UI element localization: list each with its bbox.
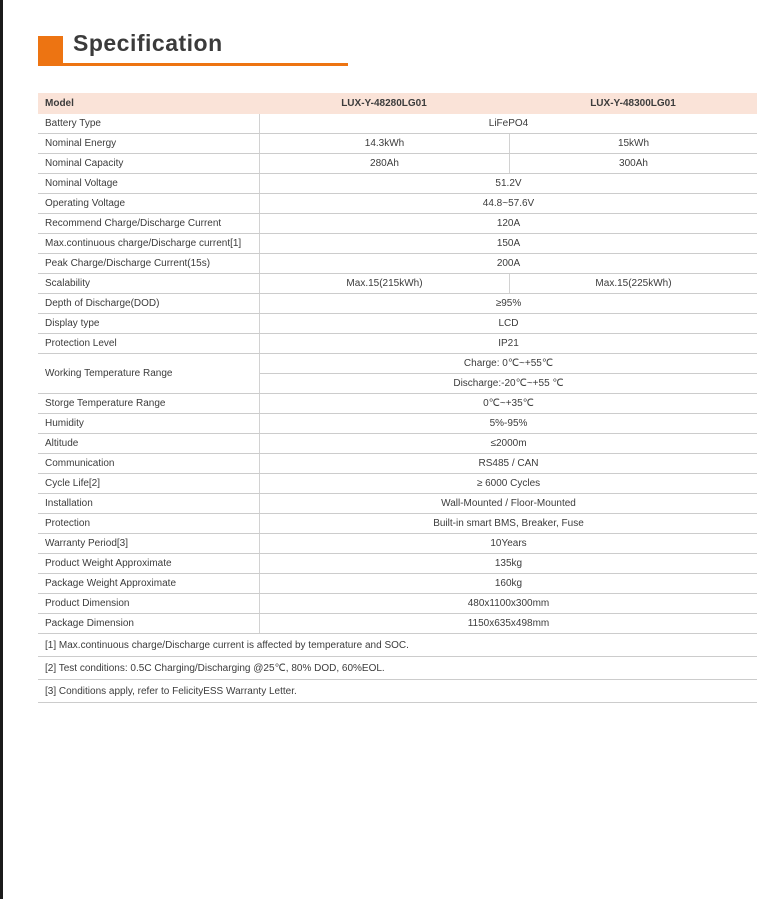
row-label: Working Temperature Range (45, 368, 173, 379)
table-row (38, 314, 757, 334)
row-value: ≥ 6000 Cycles (259, 474, 757, 493)
table-row (38, 194, 757, 214)
spec-table (38, 93, 757, 703)
row-label: Protection Level (45, 338, 117, 349)
row-value: RS485 / CAN (259, 454, 757, 473)
row-value: Wall-Mounted / Floor-Mounted (259, 494, 757, 513)
row-label: Nominal Energy (45, 138, 117, 149)
row-label: Communication (45, 458, 115, 469)
row-value: 1150x635x498mm (259, 614, 757, 633)
row-label: Nominal Capacity (45, 158, 124, 169)
row-value: LCD (259, 314, 757, 333)
row-label: Package Weight Approximate (45, 578, 177, 589)
table-row (38, 614, 757, 634)
table-row (38, 254, 757, 274)
row-label: Display type (45, 318, 100, 329)
row-label: Operating Voltage (45, 198, 126, 209)
table-row (38, 534, 757, 554)
row-value: 480x1100x300mm (259, 594, 757, 613)
table-row (38, 334, 757, 354)
page-left-edge (0, 0, 3, 899)
row-value-col1: 14.3kWh (259, 134, 509, 153)
row-value-col1: Max.15(215kWh) (259, 274, 509, 293)
row-label: Protection (45, 518, 91, 529)
row-value: 120A (259, 214, 757, 233)
row-value: 5%-95% (259, 414, 757, 433)
table-row (38, 494, 757, 514)
row-label: Max.continuous charge/Discharge current[1] (45, 238, 242, 249)
footnote-row: [3] Conditions apply, refer to FelicityESS Warranty Letter. (38, 680, 757, 703)
table-row (38, 274, 757, 294)
row-label: Cycle Life[2] (45, 478, 101, 489)
row-value-col2: 15kWh (509, 134, 757, 153)
header-model-col1: LUX-Y-48280LG01 (341, 98, 427, 109)
table-row (38, 434, 757, 454)
table-row (38, 154, 757, 174)
row-label: Recommend Charge/Discharge Current (45, 218, 222, 229)
footnote-row: [2] Test conditions: 0.5C Charging/Discharging @25℃, 80% DOD, 60%EOL. (38, 657, 757, 680)
row-label: Altitude (45, 438, 79, 449)
row-value: 51.2V (259, 174, 757, 193)
table-row (38, 394, 757, 414)
table-row (38, 234, 757, 254)
row-value: 0℃~+35℃ (259, 394, 757, 413)
row-label: Depth of Discharge(DOD) (45, 298, 160, 309)
row-value-col1: 280Ah (259, 154, 509, 173)
row-value: 10Years (259, 534, 757, 553)
row-label: Battery Type (45, 118, 101, 129)
row-value: ≤2000m (259, 434, 757, 453)
table-row (38, 214, 757, 234)
table-row (38, 114, 757, 134)
table-header-row (38, 93, 757, 114)
table-row (38, 514, 757, 534)
row-value: Built-in smart BMS, Breaker, Fuse (259, 514, 757, 533)
row-sub-value: Charge: 0℃~+55℃ (463, 358, 554, 370)
table-row (38, 134, 757, 154)
row-value: 44.8~57.6V (259, 194, 757, 213)
table-row (38, 474, 757, 494)
header-model-label: Model (45, 98, 74, 109)
row-label: Package Dimension (45, 618, 134, 629)
table-row (38, 354, 757, 394)
table-row (38, 574, 757, 594)
row-label: Installation (45, 498, 93, 509)
row-value: 160kg (259, 574, 757, 593)
row-value: 200A (259, 254, 757, 273)
row-value: ≥95% (259, 294, 757, 313)
row-label: Storge Temperature Range (45, 398, 166, 409)
row-label: Product Weight Approximate (45, 558, 172, 569)
row-label: Product Dimension (45, 598, 130, 609)
table-row (38, 454, 757, 474)
table-row (38, 594, 757, 614)
footnote-row: [1] Max.continuous charge/Discharge current is affected by temperature and SOC. (38, 634, 757, 657)
row-value-stack (259, 354, 757, 393)
row-value: IP21 (259, 334, 757, 353)
row-value-col2: Max.15(225kWh) (509, 274, 757, 293)
row-value-col2: 300Ah (509, 154, 757, 173)
table-row (38, 174, 757, 194)
table-row (38, 554, 757, 574)
title-underline (38, 63, 348, 66)
page-title: Specification (73, 30, 223, 56)
row-value: 135kg (259, 554, 757, 573)
row-label: Warranty Period[3] (45, 538, 128, 549)
row-sub-value: Discharge:-20℃~+55 ℃ (260, 373, 757, 393)
row-label: Peak Charge/Discharge Current(15s) (45, 258, 211, 269)
row-label: Scalability (45, 278, 91, 289)
row-label: Humidity (45, 418, 84, 429)
row-value: 150A (259, 234, 757, 253)
table-row (38, 414, 757, 434)
table-row (38, 294, 757, 314)
row-label: Nominal Voltage (45, 178, 118, 189)
row-value: LiFePO4 (259, 114, 757, 133)
header-model-col2: LUX-Y-48300LG01 (590, 98, 676, 109)
orange-square-bullet (38, 36, 63, 64)
